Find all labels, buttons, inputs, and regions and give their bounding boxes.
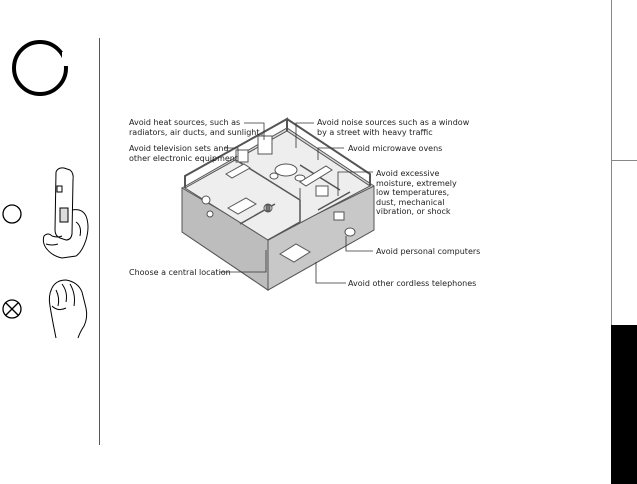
small-ok-circle-icon (3, 205, 21, 223)
label-noise-sources: Avoid noise sources such as a window by a street with heavy traffic (317, 118, 470, 137)
phone-hand-correct-icon (43, 168, 88, 258)
phone-hand-incorrect-icon (49, 280, 86, 338)
label-cordless-phones: Avoid other cordless telephones (348, 279, 477, 288)
label-microwave: Avoid microwave ovens (348, 144, 443, 153)
small-ng-cross-icon (3, 300, 21, 318)
large-circle-icon (14, 42, 72, 94)
label-computers: Avoid personal computers (376, 247, 481, 256)
label-heat-sources: Avoid heat sources, such as radiators, air ducts, and sunlight (129, 118, 260, 137)
label-central-location: Choose a central location (129, 268, 231, 277)
label-moisture: Avoid excessive moisture, extremely low temperatures, dust, mechanical vibration, or shock (376, 169, 457, 216)
label-television: Avoid television sets and other electronic equipment (129, 144, 238, 163)
